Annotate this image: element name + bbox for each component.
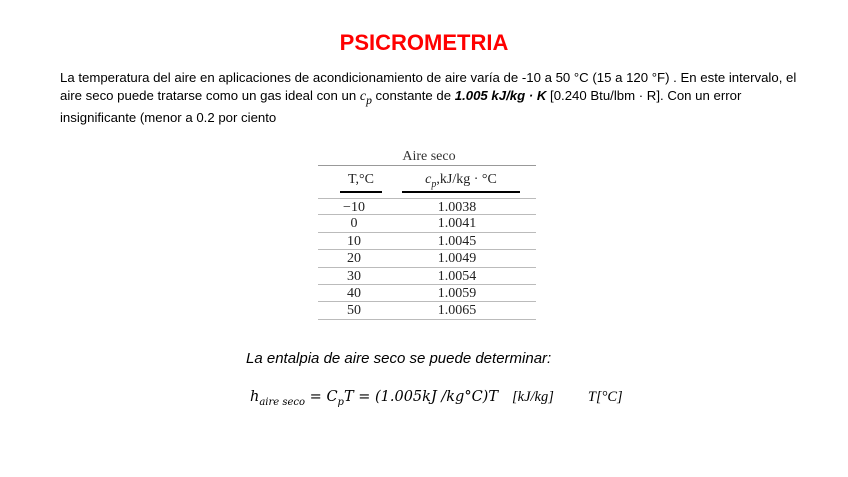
table-caption: Aire seco [318,148,536,166]
dry-air-table [318,148,536,320]
cell-temperature: 30 [347,268,361,284]
cell-cp: 1.0038 [437,200,477,215]
cell-temperature: 10 [347,233,361,249]
cp-subscript: p [366,93,372,107]
table-row [318,285,536,302]
cell-cp: 1.0054 [437,268,477,284]
formula-h: h [250,389,260,405]
formula-h-sub: aire seco [259,396,306,408]
header-underline-t [340,191,382,193]
page-title: PSICROMETRIA [339,30,509,55]
cp-letter: c [359,88,367,104]
cell-cp: 1.0049 [437,251,477,267]
header-cp-letter: c [425,172,432,187]
formula-tvar: T[°C] [587,389,623,405]
intro-text-3: [0.240 Btu/lbm · R]. Con un error insignificante (menor a 0.2 por ciento [60,87,742,125]
cp-symbol [359,88,372,107]
cell-temperature: 0 [350,216,358,232]
formula-units: [kJ/kg] [512,389,554,405]
cell-temperature: 20 [347,251,361,267]
header-cp [402,172,520,190]
formula-rest: T = (1.005kJ /kg°C)T [343,389,498,405]
cp-value: 1.005 kJ/kg · K [454,87,547,103]
cell-temperature: 40 [347,285,361,301]
table-header [318,166,536,194]
table-row [318,302,536,319]
cell-temperature: −10 [343,200,365,215]
table-body [318,198,536,320]
formula-eq: = [305,389,327,405]
table-row [318,198,536,215]
cell-cp: 1.0065 [437,303,477,319]
header-temperature: T,°C [348,172,374,187]
header-cp-sub: p [431,178,437,190]
intro-text-1: La temperatura del aire en aplicaciones de acondicionamiento de aire varía de -10 a 50 °C (15 a 120 °F) . En este intervalo, el aire seco puede tratarse como un gas ideal con un [60,70,797,103]
cell-cp: 1.0059 [437,285,477,301]
formula-c-sub: p [337,396,344,408]
cell-cp: 1.0041 [437,216,477,232]
cell-cp: 1.0045 [437,233,477,249]
intro-text-2: constante de [371,87,455,103]
cell-temperature: 50 [347,303,361,319]
table-row [318,215,536,232]
header-cp-units: ,kJ/kg · °C [436,172,497,187]
header-underline-cp [402,191,520,193]
table-row [318,233,536,250]
table-row [318,250,536,267]
formula-c: C [326,389,338,405]
enthalpy-statement: La entalpia de aire seco se puede determinar: [246,350,552,367]
intro-paragraph [60,69,805,126]
enthalpy-formula [250,389,623,408]
table-row [318,268,536,285]
